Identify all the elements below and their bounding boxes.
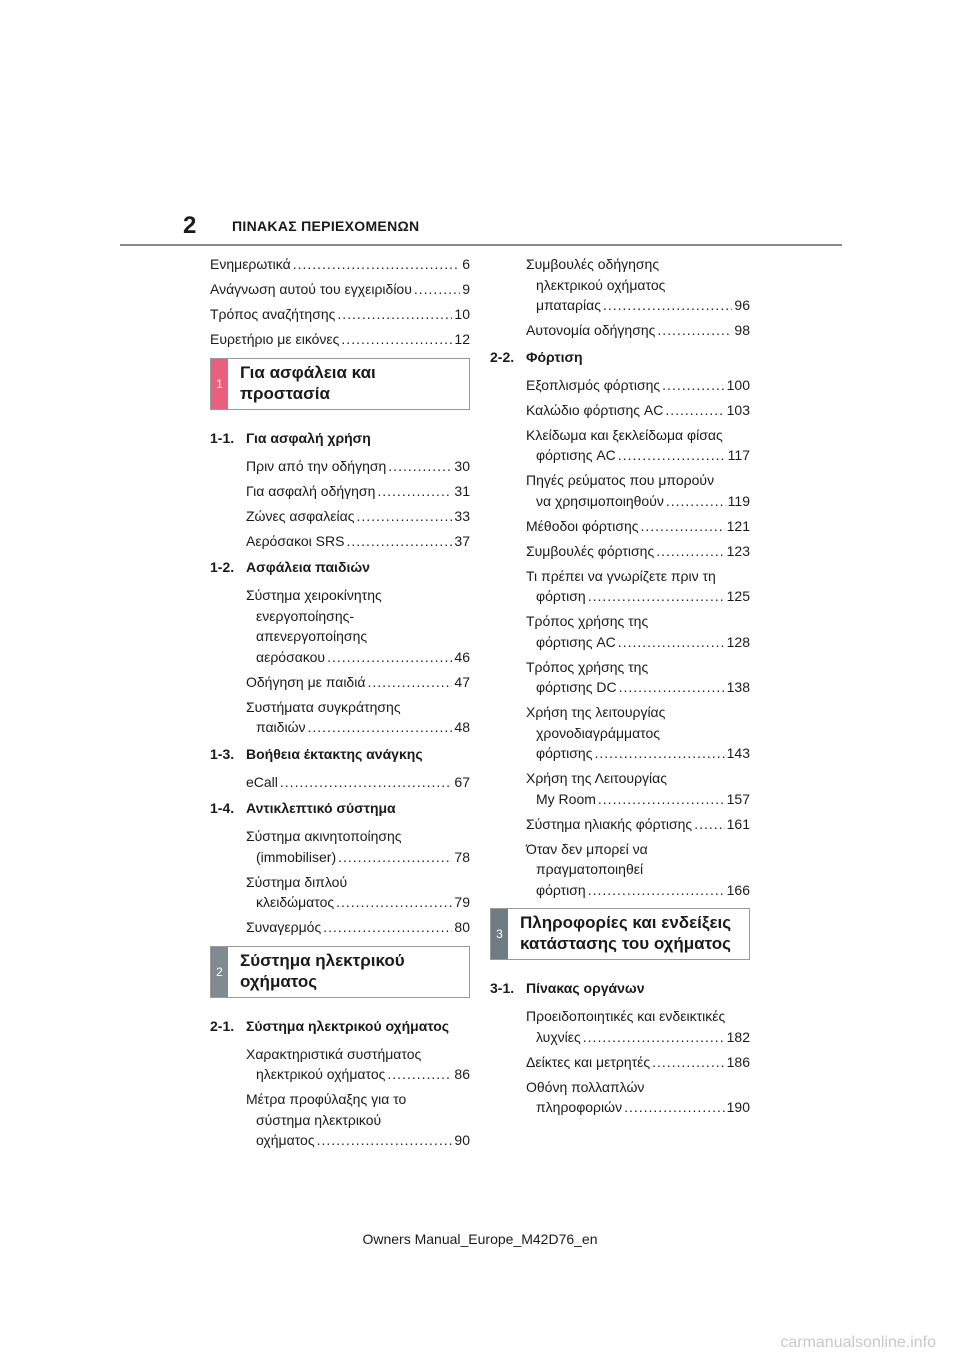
toc-entry-text: (immobiliser) xyxy=(256,848,337,865)
toc-entry-line xyxy=(536,586,750,607)
toc-entry-text: Μέθοδοι φόρτισης xyxy=(526,517,639,534)
chapter-title-line: Σύστημα ηλεκτρικού xyxy=(240,950,405,970)
toc-entry-text: My Room xyxy=(536,790,596,807)
dot-leader xyxy=(641,516,725,537)
toc-entry-text-line: χρονοδιαγράμματος xyxy=(536,724,661,741)
toc-entry[interactable] xyxy=(210,672,470,693)
toc-entry-line xyxy=(536,880,750,901)
toc-entry-line xyxy=(536,1027,750,1048)
toc-entry-text-line: Τι πρέπει να γνωρίζετε πριν τη xyxy=(526,567,716,584)
toc-entry-text-line: πραγματοποιηθεί xyxy=(536,861,644,877)
toc-entry-line xyxy=(526,516,750,537)
dot-leader xyxy=(388,456,452,477)
toc-entry-continuation xyxy=(246,606,470,668)
toc-entry-line xyxy=(536,445,750,466)
dot-leader xyxy=(583,1027,725,1048)
section-number: 1-2. xyxy=(210,559,235,575)
toc-entry[interactable] xyxy=(210,506,470,527)
toc-entry-text: Ανάγνωση αυτού του εγχειριδίου xyxy=(210,281,412,297)
toc-entry[interactable] xyxy=(490,425,750,466)
toc-entry[interactable] xyxy=(210,1089,470,1151)
toc-entry-continuation xyxy=(246,1110,470,1151)
section-title: Ασφάλεια παιδιών xyxy=(246,559,370,575)
toc-entry-line xyxy=(526,375,750,396)
toc-entry[interactable] xyxy=(210,329,470,350)
toc-entry-text: Τρόπος αναζήτησης xyxy=(210,306,336,322)
toc-page-number: 117 xyxy=(727,447,750,463)
toc-entry-text: να χρησιμοποιηθούν xyxy=(536,492,664,509)
toc-entry-text: Πριν από την οδήγηση xyxy=(246,457,387,474)
toc-page-number: 157 xyxy=(726,790,750,807)
toc-entry[interactable] xyxy=(210,872,470,913)
toc-entry-text: φόρτιση xyxy=(536,881,586,898)
toc-right-column xyxy=(490,254,750,1122)
toc-entry-text: Συμβουλές φόρτισης xyxy=(526,542,655,559)
page-number: 2 xyxy=(183,212,197,239)
dot-leader xyxy=(665,400,724,421)
dot-leader xyxy=(656,541,724,562)
toc-entry[interactable] xyxy=(490,320,750,341)
toc-entry-text-line: ενεργοποίησης- xyxy=(256,607,355,624)
toc-entry[interactable] xyxy=(210,304,470,325)
toc-entry-text-line: Σύστημα χειροκίνητης xyxy=(246,587,382,603)
toc-entry-text-line: Οθόνη πολλαπλών xyxy=(526,1078,645,1095)
dot-leader xyxy=(588,880,725,901)
toc-entry-text-line: Προειδοποιητικές και ενδεικτικές xyxy=(526,1008,726,1024)
toc-page-number: 86 xyxy=(454,1066,470,1082)
dot-leader xyxy=(338,847,452,868)
dot-leader xyxy=(356,506,452,527)
toc-entry-line xyxy=(256,892,470,913)
toc-entry[interactable] xyxy=(210,917,470,938)
toc-page-number: 67 xyxy=(454,773,470,790)
section-heading[interactable] xyxy=(210,428,470,448)
toc-page-number: 90 xyxy=(454,1132,470,1148)
toc-page-number: 33 xyxy=(454,507,470,524)
toc-entry[interactable] xyxy=(490,516,750,537)
toc-entry-text: οχήματος xyxy=(256,1132,315,1148)
dot-leader xyxy=(594,743,724,764)
toc-entry[interactable] xyxy=(490,1052,750,1073)
toc-entry[interactable] xyxy=(210,585,470,667)
section-heading[interactable] xyxy=(210,1016,470,1036)
toc-entry-text-line: Σύστημα ακινητοποίησης xyxy=(246,828,402,844)
toc-entry-text-line: Χρήση της Λειτουργίας xyxy=(526,770,667,786)
toc-page-number: 119 xyxy=(727,492,750,509)
toc-entry-text: Συναγερμός xyxy=(246,919,322,935)
dot-leader xyxy=(387,1064,452,1085)
toc-entry-continuation xyxy=(526,445,750,466)
toc-entry-text-line: απενεργοποίησης xyxy=(256,628,368,644)
toc-entry-line xyxy=(536,491,750,512)
toc-page-number: 30 xyxy=(454,457,470,474)
chapter-number-tab: 2 xyxy=(211,947,228,997)
toc-left-column xyxy=(210,254,470,1155)
toc-entry[interactable] xyxy=(210,826,470,867)
toc-page-number: 125 xyxy=(726,588,750,604)
dot-leader xyxy=(317,1130,453,1151)
toc-entry[interactable] xyxy=(490,566,750,607)
section-number: 2-1. xyxy=(210,1017,235,1034)
chapter-title-line: οχήματος xyxy=(240,971,318,991)
dot-leader xyxy=(657,320,732,341)
toc-page-number: 161 xyxy=(726,815,750,832)
dot-leader xyxy=(346,531,452,552)
toc-entry[interactable] xyxy=(490,1006,750,1047)
toc-page-number: 10 xyxy=(454,306,470,322)
section-heading[interactable] xyxy=(490,347,750,367)
toc-entry-line xyxy=(536,789,750,810)
footer-text: Owners Manual_Europe_M42D76_en xyxy=(362,1231,598,1247)
dot-leader xyxy=(652,1052,725,1073)
toc-entry-text-line: Κλείδωμα και ξεκλείδωμα φίσας xyxy=(526,426,723,443)
toc-entry-line xyxy=(536,743,750,764)
toc-entry-line xyxy=(536,1097,750,1118)
toc-page-number: 98 xyxy=(734,322,750,338)
toc-entry-line xyxy=(246,917,470,938)
toc-entry-line xyxy=(256,717,470,738)
toc-page-number: 186 xyxy=(726,1053,750,1070)
toc-entry[interactable] xyxy=(490,839,750,901)
toc-page-number: 78 xyxy=(454,848,470,865)
toc-page-number: 80 xyxy=(454,919,470,935)
toc-entry-line xyxy=(256,1064,470,1085)
dot-leader xyxy=(598,789,725,810)
toc-page-number: 143 xyxy=(726,745,750,761)
dot-leader xyxy=(603,295,732,316)
toc-entry-text-line: Συστήματα συγκράτησης xyxy=(246,698,401,715)
toc-entry-line xyxy=(246,481,470,502)
toc-entry-text: Ζώνες ασφαλείας xyxy=(246,507,355,524)
toc-entry-text: πληροφοριών xyxy=(536,1099,623,1115)
toc-entry-text-line: Χαρακτηριστικά συστήματος xyxy=(246,1045,422,1062)
toc-entry[interactable] xyxy=(490,254,750,316)
section-number: 1-4. xyxy=(210,800,235,816)
toc-entry-continuation xyxy=(526,677,750,698)
toc-entry-line xyxy=(246,531,470,552)
toc-entry-continuation xyxy=(526,1027,750,1048)
toc-entry[interactable] xyxy=(490,470,750,511)
toc-entry-continuation xyxy=(526,723,750,764)
toc-entry-line xyxy=(536,632,750,653)
section-heading[interactable] xyxy=(210,798,470,818)
toc-page-number: 128 xyxy=(726,633,750,650)
toc-entry-line xyxy=(256,847,470,868)
toc-entry[interactable] xyxy=(210,456,470,477)
dot-leader xyxy=(336,892,452,913)
toc-entry-text: αερόσακου xyxy=(256,648,326,665)
toc-entry-text: Για ασφαλή οδήγηση xyxy=(246,482,376,499)
toc-entry[interactable] xyxy=(490,375,750,396)
dot-leader xyxy=(694,814,724,835)
toc-page-number: 121 xyxy=(726,517,750,534)
toc-page-number: 123 xyxy=(726,542,750,559)
toc-entry-line xyxy=(526,320,750,341)
toc-entry-text-line: ηλεκτρικού οχήματος xyxy=(536,276,666,293)
toc-entry-continuation xyxy=(526,275,750,316)
toc-entry-text: φόρτισης AC xyxy=(536,633,616,650)
toc-entry-line xyxy=(526,541,750,562)
toc-entry-line xyxy=(246,772,470,793)
toc-entry-line xyxy=(526,400,750,421)
section-number: 1-3. xyxy=(210,745,235,762)
section-number: 2-2. xyxy=(490,348,515,365)
toc-entry-text: Οδήγηση με παιδιά xyxy=(246,673,366,690)
toc-page-number: 190 xyxy=(726,1099,750,1115)
toc-entry-line xyxy=(210,304,470,325)
toc-entry-text: eCall xyxy=(246,773,278,790)
toc-page-number: 182 xyxy=(726,1028,750,1045)
toc-entry-text: φόρτισης AC xyxy=(536,447,616,463)
toc-entry-text-line: Σύστημα διπλού xyxy=(246,873,348,890)
section-title: Φόρτιση xyxy=(526,348,583,365)
toc-entry[interactable] xyxy=(210,279,470,300)
chapter-title xyxy=(228,947,405,997)
toc-entry-text: Καλώδιο φόρτισης AC xyxy=(526,401,664,418)
toc-entry-text: Ευρετήριο με εικόνες xyxy=(210,331,340,347)
toc-entry-line xyxy=(256,1130,470,1151)
toc-entry-line xyxy=(246,456,470,477)
toc-entry-text: Σύστημα ηλιακής φόρτισης xyxy=(526,815,693,832)
dot-leader xyxy=(618,632,725,653)
toc-entry-text-line: σύστημα ηλεκτρικού xyxy=(256,1111,382,1128)
toc-page-number: 79 xyxy=(454,894,470,910)
toc-entry-text: φόρτισης xyxy=(536,745,593,761)
section-number: 3-1. xyxy=(490,980,515,996)
toc-entry-continuation xyxy=(246,847,470,868)
section-title: Αντικλεπτικό σύστημα xyxy=(246,800,396,816)
toc-entry-text-line: Συμβουλές οδήγησης xyxy=(526,256,660,272)
dot-leader xyxy=(662,375,724,396)
toc-entry[interactable] xyxy=(490,657,750,698)
toc-entry[interactable] xyxy=(210,697,470,738)
page-title: ΠΙΝΑΚΑΣ ΠΕΡΙΕΧΟΜΕΝΩΝ xyxy=(232,218,420,234)
toc-entry-text: φόρτιση xyxy=(536,588,586,604)
toc-page-number: 96 xyxy=(734,297,750,313)
toc-entry-text: Αερόσακοι SRS xyxy=(246,532,345,549)
toc-entry-continuation xyxy=(526,789,750,810)
dot-leader xyxy=(293,254,461,275)
section-title: Βοήθεια έκτακτης ανάγκης xyxy=(246,745,423,762)
toc-entry-continuation xyxy=(526,632,750,653)
toc-entry-text-line: Μέτρα προφύλαξης για το xyxy=(246,1091,407,1107)
toc-page-number: 100 xyxy=(726,376,750,393)
toc-entry[interactable] xyxy=(490,541,750,562)
dot-leader xyxy=(341,329,452,350)
toc-page-number: 12 xyxy=(454,331,470,347)
section-title: Σύστημα ηλεκτρικού οχήματος xyxy=(246,1017,450,1034)
toc-page-number: 37 xyxy=(454,532,470,549)
section-heading[interactable] xyxy=(490,978,750,998)
toc-entry-line xyxy=(246,672,470,693)
toc-page-number: 31 xyxy=(454,482,470,499)
toc-entry-line xyxy=(210,254,470,275)
toc-entry-text: παιδιών xyxy=(256,719,306,735)
header-divider xyxy=(120,244,842,246)
dot-leader xyxy=(308,717,453,738)
toc-entry-text: λυχνίες xyxy=(536,1028,581,1045)
toc-entry[interactable] xyxy=(490,702,750,764)
toc-entry[interactable] xyxy=(490,1077,750,1118)
dot-leader xyxy=(323,917,452,938)
section-number: 1-1. xyxy=(210,429,235,446)
dot-leader xyxy=(367,672,452,693)
toc-page-number: 9 xyxy=(462,281,470,297)
toc-entry-text: φόρτισης DC xyxy=(536,679,617,695)
toc-page-number: 166 xyxy=(726,881,750,898)
toc-entry[interactable] xyxy=(210,531,470,552)
toc-page-number: 46 xyxy=(454,648,470,665)
dot-leader xyxy=(624,1097,725,1118)
dot-leader xyxy=(377,481,452,502)
toc-entry-line xyxy=(526,1052,750,1073)
section-heading[interactable] xyxy=(210,744,470,764)
toc-page-number: 138 xyxy=(726,679,750,695)
toc-entry-text-line: Όταν δεν μπορεί να xyxy=(526,840,648,857)
toc-entry[interactable] xyxy=(490,400,750,421)
dot-leader xyxy=(414,279,460,300)
toc-entry[interactable] xyxy=(210,254,470,275)
toc-entry[interactable] xyxy=(210,1044,470,1085)
chapter-title xyxy=(508,909,731,959)
dot-leader xyxy=(666,491,726,512)
toc-page-number: 48 xyxy=(454,719,470,735)
toc-entry-continuation xyxy=(526,491,750,512)
section-heading[interactable] xyxy=(210,557,470,577)
toc-entry-text: μπαταρίας xyxy=(536,297,601,313)
toc-entry-line xyxy=(536,677,750,698)
toc-entry-text: κλειδώματος xyxy=(256,894,335,910)
toc-entry-continuation xyxy=(526,1097,750,1118)
toc-page-number: 103 xyxy=(726,401,750,418)
toc-entry-line xyxy=(246,506,470,527)
chapter-title xyxy=(228,359,376,409)
toc-entry-continuation xyxy=(246,717,470,738)
toc-entry-text-line: Πηγές ρεύματος που μπορούν xyxy=(526,472,715,488)
toc-entry[interactable] xyxy=(210,772,470,793)
chapter-number-tab: 3 xyxy=(491,909,508,959)
toc-entry-text: Δείκτες και μετρητές xyxy=(526,1053,651,1070)
toc-entry-text: Ενημερωτικά xyxy=(210,256,291,272)
toc-entry-line xyxy=(210,329,470,350)
dot-leader xyxy=(337,304,452,325)
chapter-number-tab: 1 xyxy=(211,359,228,409)
chapter-box[interactable] xyxy=(210,358,470,410)
chapter-title-line: Για ασφάλεια και xyxy=(240,362,376,382)
chapter-box[interactable] xyxy=(490,908,750,960)
toc-entry-line xyxy=(536,295,750,316)
toc-entry[interactable] xyxy=(490,611,750,652)
section-title: Πίνακας οργάνων xyxy=(526,980,645,996)
toc-entry-continuation xyxy=(526,859,750,900)
toc-entry[interactable] xyxy=(210,481,470,502)
toc-page-number: 6 xyxy=(462,256,470,272)
toc-entry-text-line: Τρόπος χρήσης της xyxy=(526,613,649,629)
toc-entry-line xyxy=(526,814,750,835)
toc-page-number: 47 xyxy=(454,673,470,690)
chapter-title-line: προστασία xyxy=(240,383,330,403)
toc-entry-line xyxy=(210,279,470,300)
toc-entry-continuation xyxy=(246,1064,470,1085)
dot-leader xyxy=(618,445,726,466)
toc-entry-text: ηλεκτρικού οχήματος xyxy=(256,1066,386,1082)
section-title: Για ασφαλή χρήση xyxy=(246,429,371,446)
toc-entry-continuation xyxy=(526,586,750,607)
toc-entry-text-line: Τρόπος χρήσης της xyxy=(526,658,649,675)
toc-entry-text-line: Χρήση της λειτουργίας xyxy=(526,704,666,720)
chapter-title-line: Πληροφορίες και ενδείξεις xyxy=(520,913,732,932)
dot-leader xyxy=(619,677,725,698)
chapter-title-line: κατάστασης του οχήματος xyxy=(520,934,731,953)
toc-entry-text: Αυτονομία οδήγησης xyxy=(526,322,656,338)
toc-entry[interactable] xyxy=(490,814,750,835)
toc-entry-text: Εξοπλισμός φόρτισης xyxy=(526,376,661,393)
dot-leader xyxy=(588,586,725,607)
watermark: carmanualsonline.info xyxy=(780,1334,936,1351)
toc-entry[interactable] xyxy=(490,768,750,809)
dot-leader xyxy=(280,772,453,793)
dot-leader xyxy=(327,647,452,668)
toc-entry-continuation xyxy=(246,892,470,913)
toc-entry-line xyxy=(256,647,470,668)
chapter-box[interactable] xyxy=(210,946,470,998)
